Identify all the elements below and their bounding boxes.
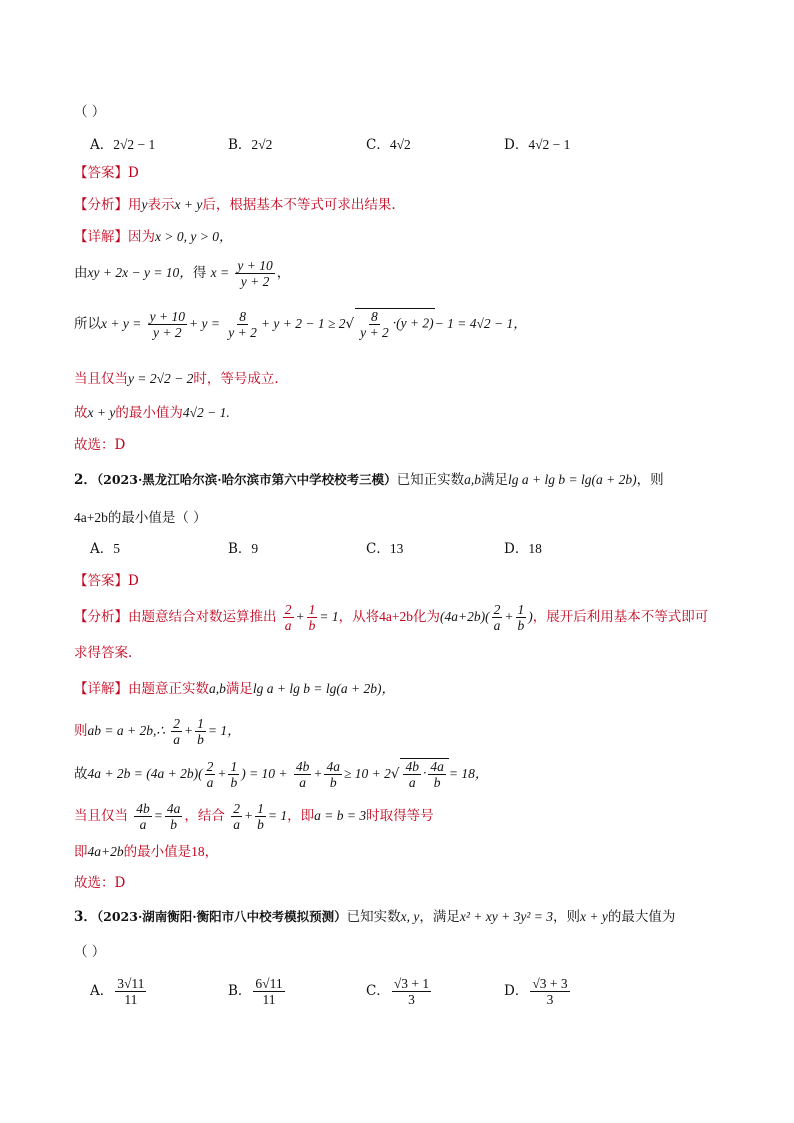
answer-value: D bbox=[128, 165, 139, 181]
q2-option-b: B．9 bbox=[228, 541, 259, 557]
q2-option-d: D．18 bbox=[504, 541, 542, 557]
q1-analysis: 【分析】用y表示x + y后，根据基本不等式可求出结果. bbox=[74, 197, 396, 213]
q1-option-b: B．2√2 bbox=[228, 137, 273, 153]
q1-answer bbox=[74, 163, 139, 183]
detail-tag: 【详解】 bbox=[74, 229, 128, 245]
q1-option-d: D．4√2 − 1 bbox=[504, 137, 571, 153]
answer-tag: 【答案】 bbox=[74, 573, 128, 589]
q2-minimum: 即4a+2b的最小值是18， bbox=[74, 844, 219, 860]
q2-option-c: C．13 bbox=[366, 541, 404, 557]
q3-option-b: B． $\frac{6√11}{11}$ bbox=[228, 976, 283, 1007]
q3-options bbox=[90, 974, 642, 1008]
detail-tag: 【详解】 bbox=[74, 681, 128, 697]
q2-stem: 2．（2023·黑龙江哈尔滨·哈尔滨市第六中学校校考三模）已知正实数a,b满足lg a + lg b = lg(a + 2b)，则 bbox=[74, 472, 664, 488]
q2-analysis-line2: 求得答案. bbox=[74, 645, 133, 661]
q1-equality: 当且仅当y = 2√2 − 2时，等号成立. bbox=[74, 371, 279, 387]
q1-option-a: A．2√2 − 1 bbox=[90, 137, 156, 153]
q1-option-c: C．4√2 bbox=[366, 137, 411, 153]
q2-stem-line2: 4a+2b的最小值是（ ） bbox=[74, 510, 207, 526]
answer-value: D bbox=[128, 573, 139, 589]
q1-choose: 故选：D bbox=[74, 437, 126, 453]
q1-options bbox=[90, 135, 642, 155]
q3-option-a: A． $\frac{3√11}{11}$ bbox=[90, 976, 145, 1007]
q2-equality: 当且仅当 $\frac{4b}{a}$ = $\frac{4a}{b}$ ，结合 $\frac{2}{a}$ + $\frac{1}{b}$ = 1，即a = b = 3时取得等号 bbox=[74, 801, 434, 832]
analysis-tag: 【分析】 bbox=[74, 609, 128, 625]
q1-step2: 所以x + y = $\frac{y + 10}{y + 2}$ + y = $\frac{8}{y + 2}$ + y + 2 − 1 ≥ 2√ $\frac{8}{y + 2}$ ·(y + 2)− 1 = 4√2 − 1， bbox=[74, 309, 527, 341]
q2-options bbox=[90, 539, 642, 559]
q2-detail: 【详解】由题意正实数a,b满足lg a + lg b = lg(a + 2b)， bbox=[74, 681, 395, 697]
q2-option-a: A．5 bbox=[90, 541, 120, 557]
q1-detail: 【详解】因为x > 0, y > 0， bbox=[74, 229, 233, 245]
q3-option-c: C． $\frac{√3 + 1}{3}$ bbox=[366, 976, 430, 1007]
analysis-tag: 【分析】 bbox=[74, 197, 128, 213]
q1-step1: 由xy + 2x − y = 10，得 x = $\frac{y + 10}{y + 2}$ ， bbox=[74, 258, 291, 289]
q2-choose: 故选：D bbox=[74, 875, 126, 891]
q3-paren: （ ） bbox=[74, 944, 106, 960]
q2-step2: 故4a + 2b = (4a + 2b)( $\frac{2}{a}$ + $\frac{1}{b}$ ) = 10 + $\frac{4b}{a}$ + $\frac{4a}{b}$ ≥ 10 + 2√ $\frac{4b}{a}$ · $\frac{4a}{b}$ = 18， bbox=[74, 759, 489, 791]
answer-tag: 【答案】 bbox=[74, 165, 128, 181]
q3-stem: 3．（2023·湖南衡阳·衡阳市八中校考模拟预测）已知实数x, y，满足x² + xy + 3y² = 3，则x + y的最大值为 bbox=[74, 909, 676, 925]
q3-option-d: D． $\frac{√3 + 3}{3}$ bbox=[504, 976, 568, 1007]
q1-minimum: 故x + y的最小值为4√2 − 1. bbox=[74, 405, 230, 421]
q1-paren: （ ） bbox=[74, 104, 106, 120]
q2-step1: 则ab = a + 2b,∴ $\frac{2}{a}$ + $\frac{1}{b}$ = 1， bbox=[74, 716, 241, 747]
q2-analysis: 【分析】由题意结合对数运算推出 $\frac{2}{a}$ + $\frac{1}{b}$ = 1，从将4a+2b化为(4a+2b)( $\frac{2}{a}$ + $\frac{1}{b}$ )，展开后利用基本不等式即可 bbox=[74, 602, 709, 633]
q2-answer bbox=[74, 571, 139, 591]
